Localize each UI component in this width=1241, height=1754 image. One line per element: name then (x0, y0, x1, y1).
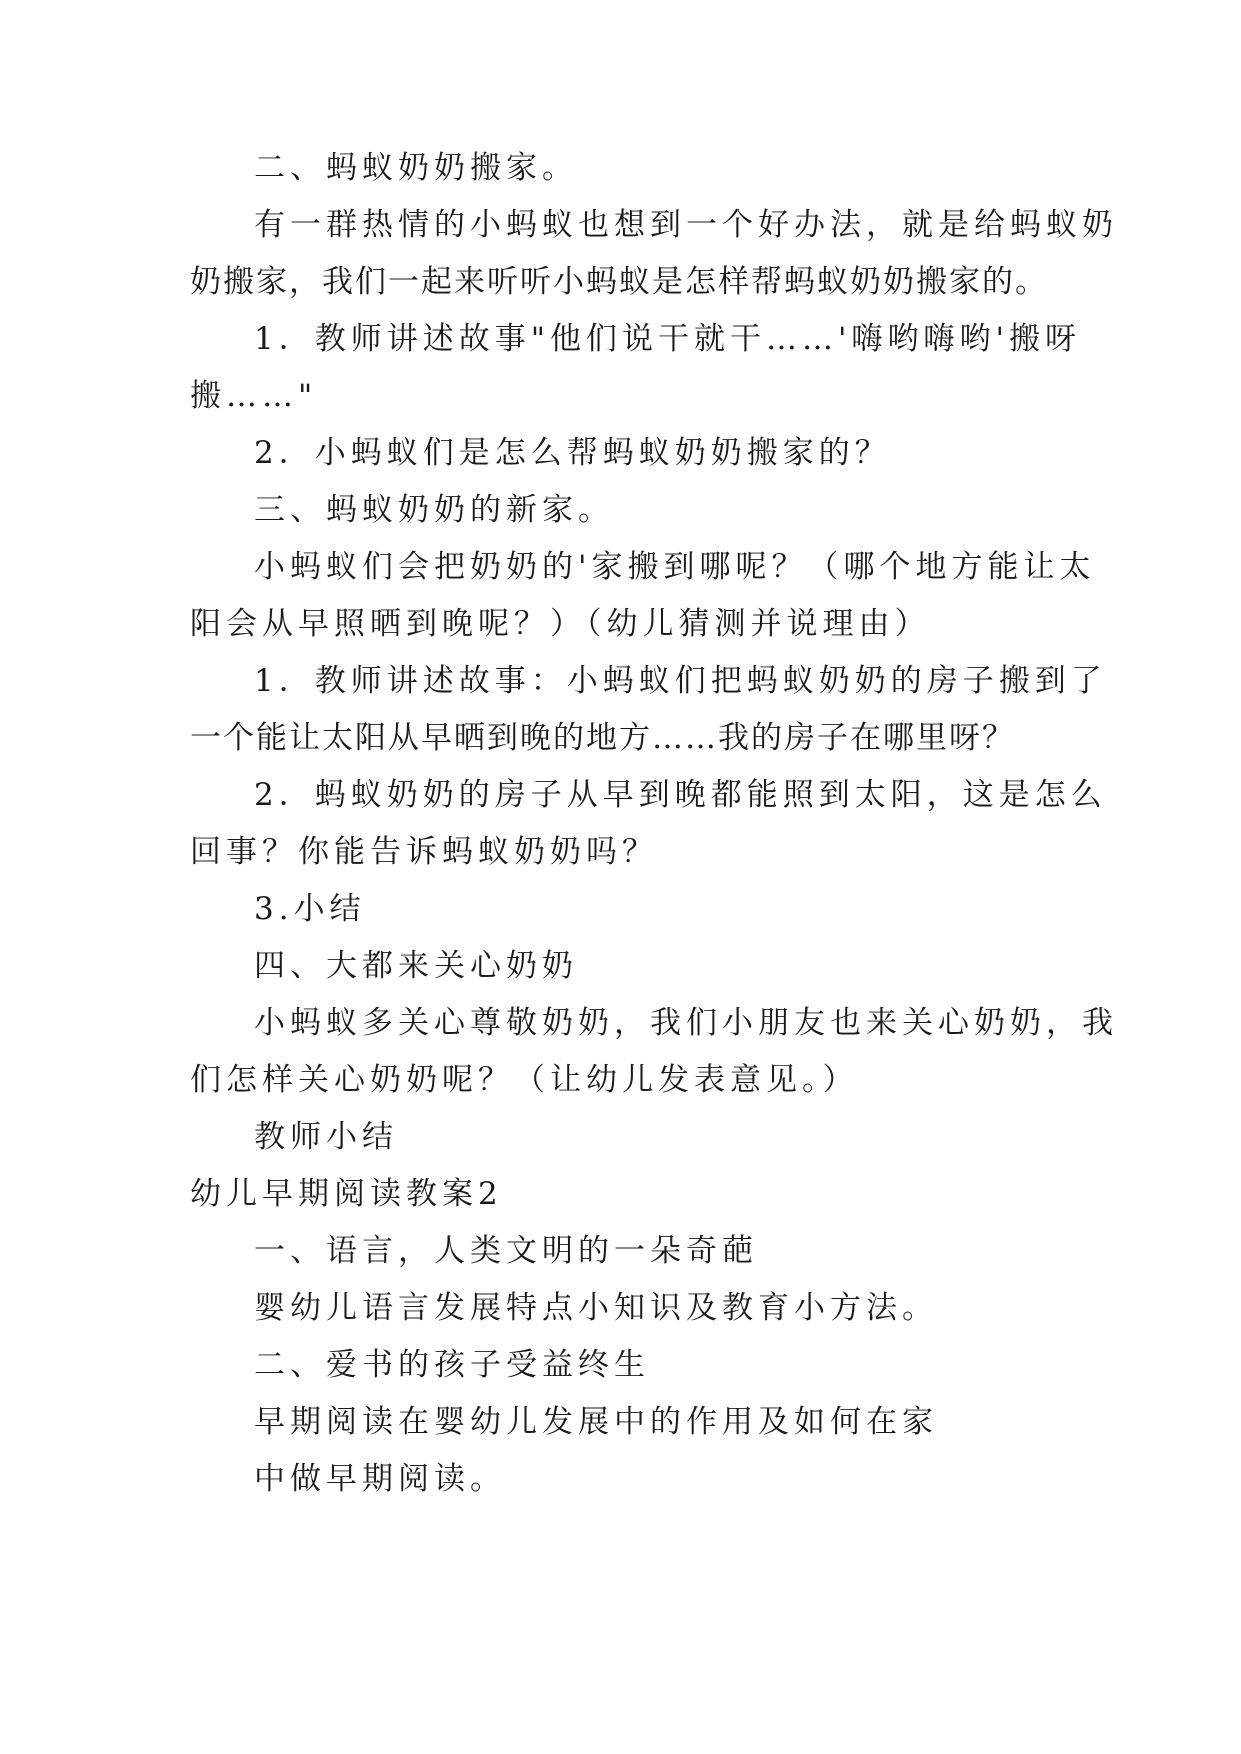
document-title: 幼儿早期阅读教案2 (190, 1176, 503, 1212)
paragraph-line: 搬……" (190, 378, 318, 414)
paragraph-line: 教师小结 (254, 1119, 398, 1155)
paragraph-line: 2．小蚂蚁们是怎么帮蚂蚁奶奶搬家的？ (254, 435, 891, 471)
paragraph-line: 一个能让太阳从早晒到晚的地方……我的房子在哪里呀？ (190, 720, 1015, 756)
section-heading: 一、语言，人类文明的一朵奇葩 (254, 1233, 758, 1269)
section-heading: 二、爱书的孩子受益终生 (254, 1347, 650, 1383)
paragraph-line: 中做早期阅读。 (254, 1461, 506, 1497)
paragraph-line: 1．教师讲述故事：小蚂蚁们把蚂蚁奶奶的房子搬到了 (254, 663, 1107, 699)
paragraph-line: 们怎样关心奶奶呢？（让幼儿发表意见。） (190, 1062, 859, 1098)
paragraph-line: 有一群热情的小蚂蚁也想到一个好办法，就是给蚂蚁奶 (254, 207, 1118, 243)
paragraph-line: 小蚂蚁们会把奶奶的'家搬到哪呢？（哪个地方能让太 (254, 549, 1096, 585)
paragraph-line: 2．蚂蚁奶奶的房子从早到晚都能照到太阳，这是怎么 (254, 777, 1107, 813)
paragraph-line: 1．教师讲述故事"他们说干就干……'嗨哟嗨哟'搬呀 (254, 321, 1082, 357)
paragraph-line: 早期阅读在婴幼儿发展中的作用及如何在家 (254, 1404, 938, 1440)
paragraph-line: 奶搬家，我们一起来听听小蚂蚁是怎样帮蚂蚁奶奶搬家的。 (190, 264, 1048, 300)
section-heading: 二、蚂蚁奶奶搬家。 (254, 150, 578, 186)
paragraph-line: 3.小结 (254, 891, 366, 927)
paragraph-line: 回事？你能告诉蚂蚁奶奶吗？ (190, 834, 658, 870)
paragraph-line: 婴幼儿语言发展特点小知识及教育小方法。 (254, 1290, 938, 1326)
paragraph-line: 小蚂蚁多关心尊敬奶奶，我们小朋友也来关心奶奶，我 (254, 1005, 1118, 1041)
section-heading: 四、大都来关心奶奶 (254, 948, 578, 984)
section-heading: 三、蚂蚁奶奶的新家。 (254, 492, 614, 528)
paragraph-line: 阳会从早照晒到晚呢？）（幼儿猜测并说理由） (190, 606, 931, 642)
